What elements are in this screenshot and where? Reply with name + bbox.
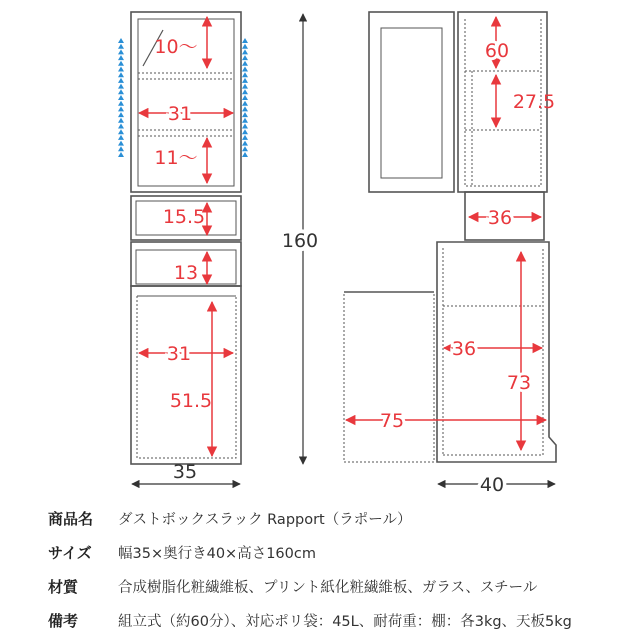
vent-arrow-icon [242,84,248,89]
dim-top-depth: 60 [484,40,510,62]
vent-arrow-icon [118,124,124,129]
spec-label: 備考 [48,612,79,630]
spec-value: ダストボックスラック Rapport（ラポール） [118,512,412,528]
dim-open-reach: 75 [379,410,405,432]
vent-arrow-icon [118,61,124,66]
vent-arrow-icon [118,101,124,106]
vent-arrow-icon [242,49,248,54]
vent-arrow-icon [242,38,248,43]
spec-value: 幅35×奥行き40×高さ160cm [118,546,316,562]
vent-arrow-icon [242,101,248,106]
vent-arrow-icon [118,129,124,134]
dim-upper-shelf-mid: 11～ [154,147,198,169]
vent-arrow-icon [242,78,248,83]
vent-arrow-icon [242,72,248,77]
dim-drawer2-height: 13 [173,262,199,284]
dim-middle-depth: 36 [487,207,513,229]
vent-arrow-icon [242,89,248,94]
front-dimension-labels [154,36,212,412]
dim-drawer1-height: 15.5 [162,206,206,228]
spec-label: 商品名 [48,510,94,528]
vent-arrow-icon [242,118,248,123]
side-dimension-labels [380,40,555,432]
vent-arrow-icon [242,146,248,151]
vent-arrow-icon [118,118,124,123]
vent-arrow-icon [118,146,124,151]
side-view [344,12,556,462]
vent-arrow-icon [118,49,124,54]
vent-arrow-icon [118,78,124,83]
vent-arrow-icon [242,55,248,60]
vent-arrow-icon [118,55,124,60]
vent-arrow-icon [242,129,248,134]
vent-arrow-icon [118,72,124,77]
side-pulled-bin [344,292,434,462]
dim-bin-height: 73 [506,372,532,394]
vent-arrow-icon [118,135,124,140]
vent-arrow-icon [242,124,248,129]
spec-value: 組立式（約60分）、対応ポリ袋：45L、耐荷重：棚：各3kg、天板5kg [118,614,572,630]
vent-arrow-icon [118,84,124,89]
dim-overall-height: 160 [281,230,319,252]
vent-arrow-icon [118,106,124,111]
vent-arrow-icon [242,95,248,100]
spec-row-notes [0,610,640,640]
vent-arrow-icon [118,89,124,94]
dim-shelf-height: 27.5 [512,91,556,113]
spec-value: 合成樹脂化粧繊維板、プリント紙化粧繊維板、ガラス、スチール [118,580,538,596]
dim-lower-height: 51.5 [169,390,213,412]
vent-arrow-icon [118,112,124,117]
spec-label: サイズ [48,544,92,562]
spec-row-material [0,576,640,606]
dim-upper-shelf-top: 10～ [154,36,198,58]
vent-arrow-icon [118,67,124,72]
spec-label: 材質 [48,578,79,596]
vent-arrow-icon [118,44,124,49]
vent-arrow-icon [242,152,248,157]
dim-overall-width: 35 [172,461,198,483]
vent-arrow-icon [242,112,248,117]
side-open-door [369,12,454,192]
vent-arrow-icon [118,38,124,43]
vent-arrow-icon [242,135,248,140]
vent-arrow-icon [242,141,248,146]
spec-row-product-name [0,508,640,538]
dim-overall-depth: 40 [479,474,505,496]
vent-arrow-icon [242,67,248,72]
vent-arrow-icon [118,141,124,146]
vent-arrow-icon [242,44,248,49]
front-lower-cabinet [131,286,241,464]
spec-row-size [0,542,640,572]
dim-upper-width: 31 [167,103,193,125]
vent-arrow-icon [118,152,124,157]
vent-arrow-icon [118,95,124,100]
dim-bin-depth: 36 [451,338,477,360]
vent-arrow-icon [242,106,248,111]
dim-lower-width: 31 [166,343,192,365]
vent-arrow-icon [242,61,248,66]
